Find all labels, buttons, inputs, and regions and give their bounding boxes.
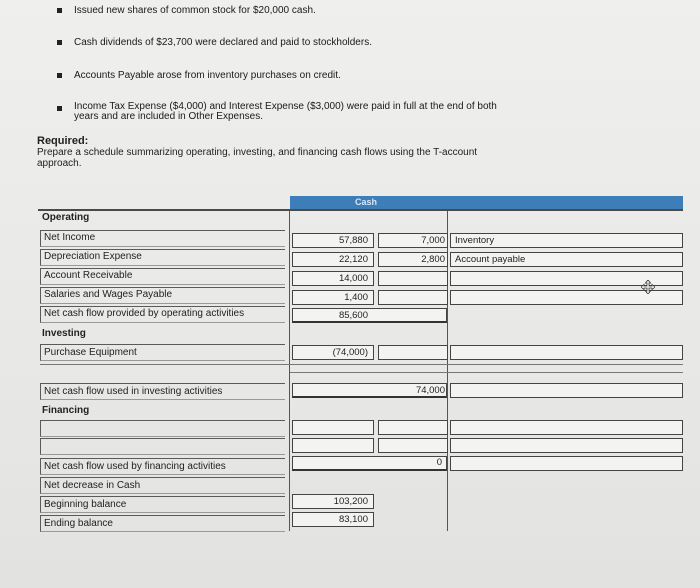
row-label: Net cash flow used by financing activities xyxy=(44,461,226,472)
bullet-text: Cash dividends of $23,700 were declared and paid to stockholders. xyxy=(74,37,372,48)
credit-input[interactable] xyxy=(378,345,448,360)
column-divider xyxy=(289,211,290,531)
debit-input[interactable] xyxy=(292,420,374,435)
cash-column-header xyxy=(290,196,683,210)
debit-value: 85,600 xyxy=(338,310,368,321)
debit-value: 22,120 xyxy=(338,254,368,265)
account-input[interactable] xyxy=(450,420,683,435)
debit-value: 57,880 xyxy=(338,235,368,246)
bullet-text: Issued new shares of common stock for $20,000 cash. xyxy=(74,5,316,16)
row-label: Salaries and Wages Payable xyxy=(44,289,173,300)
account-value: Account payable xyxy=(455,254,526,265)
row-label: Purchase Equipment xyxy=(44,347,137,358)
bullet-text-cont: years and are included in Other Expenses. xyxy=(74,111,263,122)
bullet-icon xyxy=(57,8,62,13)
bullet-icon xyxy=(57,106,62,111)
account-input[interactable] xyxy=(450,438,683,453)
cash-header-label: Cash xyxy=(355,197,378,207)
table-top-rule xyxy=(38,209,683,211)
required-instructions xyxy=(37,147,557,169)
credit-input[interactable] xyxy=(378,438,448,453)
section-heading-financing: Financing xyxy=(42,405,90,416)
credit-value: 0 xyxy=(436,457,442,468)
row-divider xyxy=(290,372,683,373)
row-label: Net cash flow provided by operating activities xyxy=(44,308,245,319)
section-heading-operating: Operating xyxy=(42,212,90,223)
credit-input[interactable] xyxy=(378,271,448,286)
bullet-icon xyxy=(57,40,62,45)
section-heading-investing: Investing xyxy=(42,328,86,339)
credit-value: 7,000 xyxy=(421,235,445,246)
account-value: Inventory xyxy=(455,235,495,246)
required-line: approach. xyxy=(37,158,82,169)
debit-value: 103,200 xyxy=(333,496,368,507)
credit-value: 2,800 xyxy=(421,254,445,265)
credit-input[interactable] xyxy=(378,420,448,435)
account-input[interactable] xyxy=(450,383,683,398)
row-label: Net cash flow used in investing activities xyxy=(44,386,223,397)
debit-value: 14,000 xyxy=(338,273,368,284)
credit-value: 74,000 xyxy=(415,385,445,396)
required-line: Prepare a schedule summarizing operating, investing, and financing cash flows using the T-account xyxy=(37,147,478,158)
debit-input[interactable] xyxy=(292,438,374,453)
bullet-text: Income Tax Expense ($4,000) and Interest Expense ($3,000) were paid in full at the end of both xyxy=(74,101,497,112)
row-label: Depreciation Expense xyxy=(44,251,142,262)
debit-value: 83,100 xyxy=(338,514,368,525)
row-label: Net Income xyxy=(44,232,96,243)
required-heading: Required: xyxy=(37,135,89,147)
row-label: Account Receivable xyxy=(44,270,133,281)
row-label: Ending balance xyxy=(44,518,113,529)
debit-value: (74,000) xyxy=(332,347,368,358)
bullet-icon xyxy=(57,73,62,78)
credit-input[interactable] xyxy=(378,290,448,305)
row-divider xyxy=(40,364,683,365)
row-label: Beginning balance xyxy=(44,499,127,510)
row-label-field[interactable] xyxy=(40,438,285,455)
account-input[interactable] xyxy=(450,456,683,471)
row-label: Net decrease in Cash xyxy=(44,480,141,491)
account-input[interactable] xyxy=(450,345,683,360)
debit-value: 1,400 xyxy=(344,292,368,303)
move-cross-icon xyxy=(641,280,655,294)
row-label-field[interactable] xyxy=(40,420,285,437)
bullet-text: Accounts Payable arose from inventory purchases on credit. xyxy=(74,70,341,81)
